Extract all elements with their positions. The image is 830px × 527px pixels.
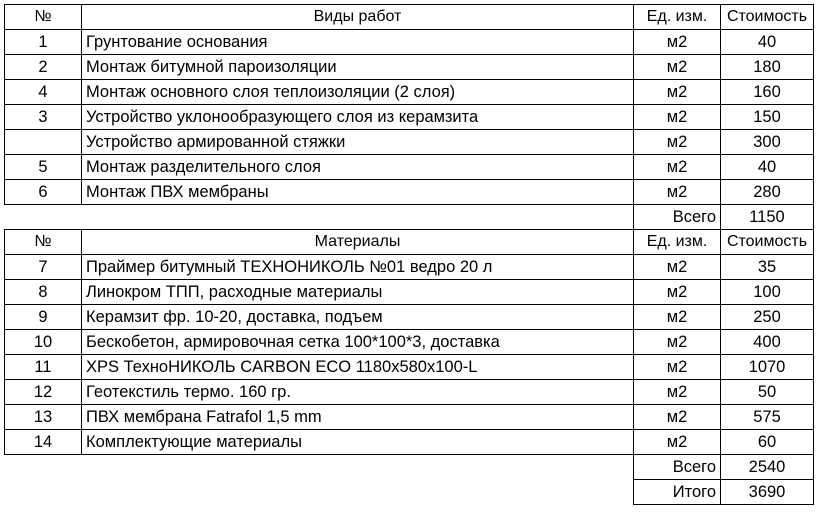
works-header-num: №	[5, 5, 82, 30]
materials-total-value: 2540	[721, 455, 814, 480]
works-row	[5, 155, 814, 180]
works-row-num: 5	[5, 155, 82, 180]
works-row	[5, 30, 814, 55]
materials-row	[5, 355, 814, 380]
works-header-unit: Ед. изм.	[634, 5, 721, 30]
materials-row-num: 11	[5, 355, 82, 380]
works-row-unit: м2	[634, 180, 721, 205]
works-total-label: Всего	[634, 205, 721, 230]
materials-row-unit: м2	[634, 255, 721, 280]
materials-row-cost: 100	[721, 280, 814, 305]
works-row-unit: м2	[634, 155, 721, 180]
works-row-unit: м2	[634, 105, 721, 130]
materials-row	[5, 430, 814, 455]
materials-header-row	[5, 230, 814, 255]
works-row-cost: 180	[721, 55, 814, 80]
materials-row-num: 13	[5, 405, 82, 430]
materials-row-name: Бескобетон, армировочная сетка 100*100*3, доставка	[82, 330, 634, 355]
materials-row-unit: м2	[634, 305, 721, 330]
materials-row	[5, 330, 814, 355]
materials-row-num: 10	[5, 330, 82, 355]
works-row-num: 6	[5, 180, 82, 205]
materials-row-unit: м2	[634, 430, 721, 455]
works-row	[5, 80, 814, 105]
materials-row-unit: м2	[634, 280, 721, 305]
works-row-num: 3	[5, 105, 82, 130]
works-row-num: 2	[5, 55, 82, 80]
materials-row-unit: м2	[634, 330, 721, 355]
materials-row	[5, 405, 814, 430]
works-row-name: Монтаж ПВХ мембраны	[82, 180, 634, 205]
grand-total-label: Итого	[634, 480, 721, 505]
estimate-table	[4, 4, 814, 505]
estimate-table-body	[5, 5, 814, 505]
materials-row-cost: 400	[721, 330, 814, 355]
works-row-cost: 300	[721, 130, 814, 155]
materials-header-unit: Ед. изм.	[634, 230, 721, 255]
works-total-value: 1150	[721, 205, 814, 230]
materials-row-name: Геотекстиль термо. 160 гр.	[82, 380, 634, 405]
materials-row	[5, 280, 814, 305]
materials-row-unit: м2	[634, 355, 721, 380]
materials-header-name: Материалы	[82, 230, 634, 255]
materials-row-name: Керамзит фр. 10-20, доставка, подъем	[82, 305, 634, 330]
materials-row-cost: 50	[721, 380, 814, 405]
materials-total-row	[5, 455, 814, 480]
grand-total-value: 3690	[721, 480, 814, 505]
works-row-name: Монтаж основного слоя теплоизоляции (2 слоя)	[82, 80, 634, 105]
works-row-cost: 40	[721, 155, 814, 180]
works-header-cost: Стоимость	[721, 5, 814, 30]
materials-row-name: Комплектующие материалы	[82, 430, 634, 455]
works-row-num: 1	[5, 30, 82, 55]
works-row-cost: 40	[721, 30, 814, 55]
works-row-cost: 160	[721, 80, 814, 105]
works-row-name: Устройство армированной стяжки	[82, 130, 634, 155]
works-row-unit: м2	[634, 55, 721, 80]
materials-row-num: 8	[5, 280, 82, 305]
materials-total-label: Всего	[634, 455, 721, 480]
works-row	[5, 180, 814, 205]
works-row	[5, 105, 814, 130]
works-row-cost: 150	[721, 105, 814, 130]
materials-header-cost: Стоимость	[721, 230, 814, 255]
grand-total-row	[5, 480, 814, 505]
materials-row-cost: 35	[721, 255, 814, 280]
works-row	[5, 130, 814, 155]
works-row-name: Монтаж битумной пароизоляции	[82, 55, 634, 80]
materials-row-name: Линокром ТПП, расходные материалы	[82, 280, 634, 305]
materials-row-cost: 250	[721, 305, 814, 330]
materials-row-name: XPS ТехноНИКОЛЬ CARBON ECO 1180x580x100-L	[82, 355, 634, 380]
materials-row-unit: м2	[634, 405, 721, 430]
materials-row-num: 14	[5, 430, 82, 455]
works-row-num: 4	[5, 80, 82, 105]
materials-header-num: №	[5, 230, 82, 255]
works-header-row	[5, 5, 814, 30]
works-row	[5, 55, 814, 80]
works-row-unit: м2	[634, 130, 721, 155]
materials-row-unit: м2	[634, 380, 721, 405]
materials-row	[5, 305, 814, 330]
works-row-cost: 280	[721, 180, 814, 205]
works-row-unit: м2	[634, 30, 721, 55]
materials-row	[5, 255, 814, 280]
works-row-name: Устройство уклонообразующего слоя из керамзита	[82, 105, 634, 130]
works-total-row	[5, 205, 814, 230]
materials-row-name: ПВХ мембрана Fatrafol 1,5 mm	[82, 405, 634, 430]
works-row-num	[5, 130, 82, 155]
materials-row-cost: 575	[721, 405, 814, 430]
materials-row-cost: 60	[721, 430, 814, 455]
works-row-unit: м2	[634, 80, 721, 105]
materials-row-num: 12	[5, 380, 82, 405]
works-row-name: Грунтование основания	[82, 30, 634, 55]
works-header-name: Виды работ	[82, 5, 634, 30]
works-row-name: Монтаж разделительного слоя	[82, 155, 634, 180]
materials-row-num: 7	[5, 255, 82, 280]
materials-row-name: Праймер битумный ТЕХНОНИКОЛЬ №01 ведро 20 л	[82, 255, 634, 280]
materials-row-cost: 1070	[721, 355, 814, 380]
materials-row	[5, 380, 814, 405]
materials-row-num: 9	[5, 305, 82, 330]
